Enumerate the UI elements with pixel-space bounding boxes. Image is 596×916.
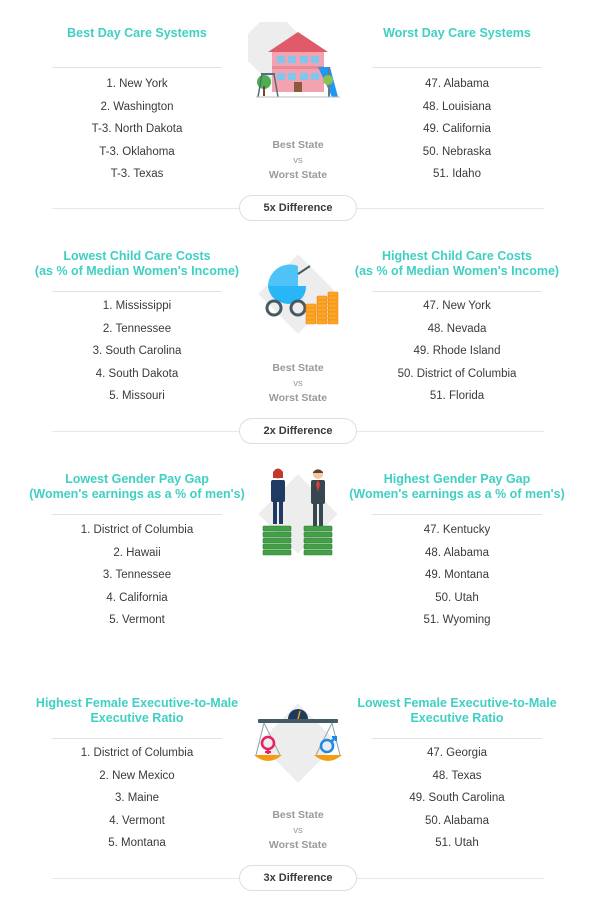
right-rule — [372, 738, 542, 739]
left-title: Lowest Child Care Costs (as % of Median Women's Income) — [34, 249, 240, 278]
list-item: 51. Utah — [435, 837, 479, 849]
right-title: Highest Gender Pay Gap (Women's earnings as a % of men's) — [349, 472, 565, 501]
best-vs-worst-label — [248, 808, 348, 853]
list-item: 5. Montana — [108, 837, 166, 849]
list-item: 2. Tennessee — [102, 322, 172, 335]
list-item: 4. California — [106, 591, 168, 604]
list-item: T-3. North Dakota — [91, 123, 183, 135]
list-item: 1. Mississippi — [102, 300, 172, 312]
right-rule — [372, 67, 542, 68]
list-item: T-3. Texas — [110, 168, 164, 180]
list-item: 5. Missouri — [109, 390, 165, 402]
list-item: 49. California — [423, 123, 491, 135]
worst-state-label: Worst State — [268, 169, 328, 181]
best-state-label: Best State — [272, 809, 324, 821]
vs-label: vs — [293, 155, 303, 166]
left-rule — [52, 67, 222, 68]
list-item: 49. Montana — [425, 569, 489, 581]
right-title: Lowest Female Executive-to-Male Executive Ratio — [357, 696, 557, 725]
left-title: Highest Female Executive-to-Male Executive Ratio — [35, 696, 239, 725]
right-column — [342, 25, 572, 180]
gender-scale-icon — [248, 693, 348, 793]
right-column — [342, 248, 572, 402]
list-item: 48. Nevada — [427, 322, 487, 335]
list-item: 50. Utah — [435, 591, 479, 604]
vs-label: vs — [293, 378, 303, 389]
list-item: 2. Washington — [100, 100, 174, 113]
list-item: 5. Vermont — [109, 614, 165, 626]
list-item: 1. New York — [106, 78, 168, 90]
right-rule — [372, 514, 542, 515]
list-item: 3. Tennessee — [102, 569, 172, 581]
list-item: 2. Hawaii — [113, 546, 161, 559]
left-list — [22, 519, 252, 632]
right-title: Highest Child Care Costs (as % of Median Women's Income) — [354, 249, 560, 278]
list-item: 47. Kentucky — [423, 524, 491, 536]
list-item: 51. Idaho — [433, 168, 481, 180]
list-item: 1. District of Columbia — [80, 524, 194, 536]
right-list — [342, 519, 572, 632]
left-column — [22, 471, 252, 626]
left-list — [22, 742, 252, 855]
right-list — [342, 295, 572, 408]
list-item: 50. District of Columbia — [397, 367, 517, 380]
best-state-label: Best State — [272, 139, 324, 151]
list-item: 48. Texas — [432, 769, 482, 782]
list-item: 47. Georgia — [426, 747, 488, 759]
woman-man-money-icon — [248, 464, 348, 564]
list-item: 4. Vermont — [109, 814, 165, 827]
left-rule — [52, 514, 222, 515]
left-title: Lowest Gender Pay Gap (Women's earnings as a % of men's) — [29, 472, 245, 501]
left-column — [22, 695, 252, 849]
list-item: 50. Alabama — [425, 814, 489, 827]
list-item: 51. Wyoming — [423, 614, 491, 626]
difference-badge: 3x Difference — [239, 865, 357, 891]
list-item: 50. Nebraska — [422, 145, 492, 158]
difference-badge: 5x Difference — [239, 195, 357, 221]
right-list — [342, 742, 572, 855]
list-item: 47. Alabama — [425, 78, 489, 90]
list-item: T-3. Oklahoma — [99, 145, 175, 158]
list-item: 48. Alabama — [425, 546, 489, 559]
list-item: 51. Florida — [429, 390, 485, 402]
left-list — [22, 73, 252, 186]
left-rule — [52, 738, 222, 739]
vs-label: vs — [293, 825, 303, 836]
left-column — [22, 248, 252, 402]
left-rule — [52, 291, 222, 292]
list-item: 49. South Carolina — [409, 792, 505, 804]
worst-state-label: Worst State — [268, 392, 328, 404]
best-vs-worst-label — [248, 138, 348, 183]
right-title: Worst Day Care Systems — [383, 25, 531, 40]
stroller-coins-icon — [248, 244, 348, 344]
right-rule — [372, 291, 542, 292]
list-item: 48. Louisiana — [422, 100, 492, 113]
list-item: 3. Maine — [114, 792, 160, 804]
list-item: 49. Rhode Island — [413, 345, 501, 357]
right-column — [342, 471, 572, 626]
difference-badge: 2x Difference — [239, 418, 357, 444]
list-item: 1. District of Columbia — [80, 747, 194, 759]
list-item: 2. New Mexico — [99, 769, 175, 782]
best-state-label: Best State — [272, 362, 324, 374]
worst-state-label: Worst State — [268, 839, 328, 851]
left-column — [22, 25, 252, 180]
left-list — [22, 295, 252, 408]
right-column — [342, 695, 572, 849]
right-list — [342, 73, 572, 186]
list-item: 3. South Carolina — [92, 345, 182, 357]
best-vs-worst-label — [248, 361, 348, 406]
list-item: 47. New York — [423, 300, 491, 312]
list-item: 4. South Dakota — [95, 367, 179, 380]
left-title: Best Day Care Systems — [67, 25, 207, 40]
house-playground-icon — [248, 22, 348, 122]
